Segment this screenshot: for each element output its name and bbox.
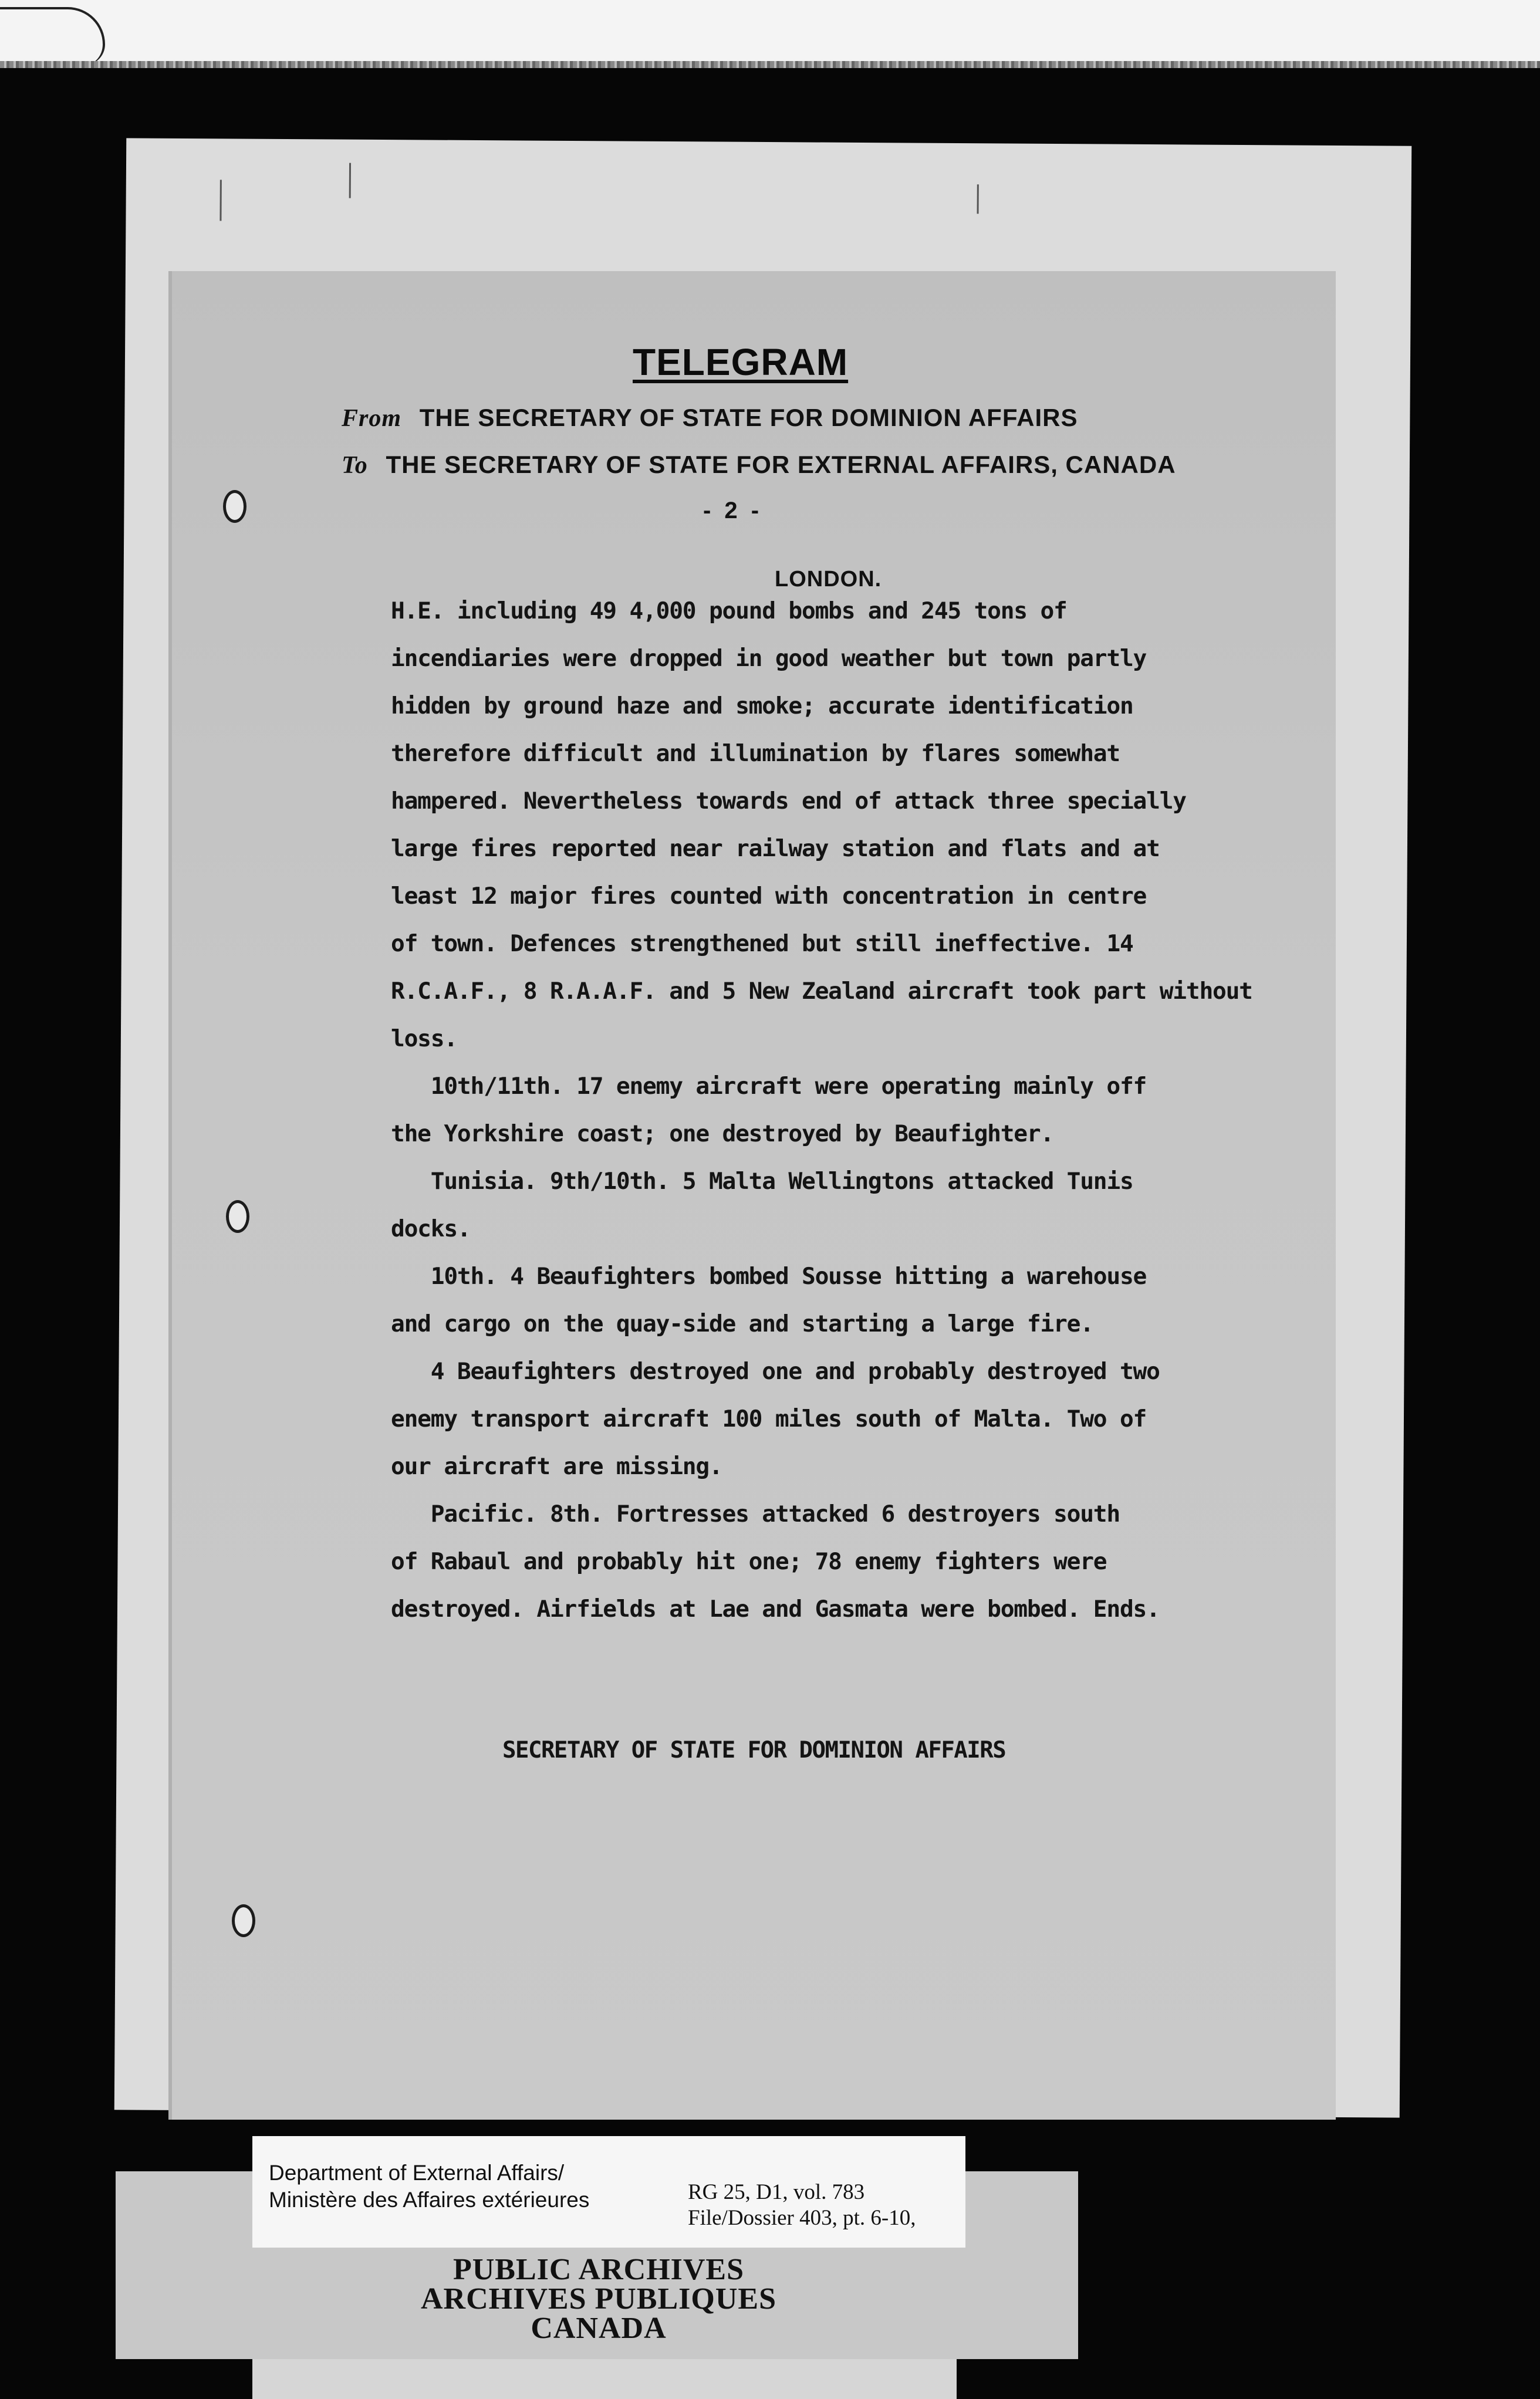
body-line: H.E. including 49 4,000 pound bombs and 245 tons of: [391, 597, 1067, 624]
body-line: 10th/11th. 17 enemy aircraft were operating mainly off: [391, 1073, 1147, 1100]
page-number: - 2 -: [703, 498, 763, 523]
body-line: of Rabaul and probably hit one; 78 enemy fighters were: [391, 1548, 1107, 1575]
department-english: Department of External Affairs/: [269, 2161, 565, 2185]
body-line: Pacific. 8th. Fortresses attacked 6 destroyers south: [391, 1501, 1120, 1528]
place-of-origin: LONDON.: [775, 567, 882, 592]
body-line: 4 Beaufighters destroyed one and probably destroyed two: [391, 1358, 1160, 1385]
body-line: hidden by ground haze and smoke; accurate identification: [391, 692, 1133, 719]
from-text: THE SECRETARY OF STATE FOR DOMINION AFFAIRS: [419, 404, 1078, 431]
body-line: large fires reported near railway station and flats and at: [391, 835, 1160, 862]
to-label: To: [342, 452, 368, 479]
telegram-title: TELEGRAM: [633, 341, 849, 383]
from-line: [342, 404, 1078, 433]
pencil-mark: [977, 184, 979, 214]
archives-stamp-line3: CANADA: [531, 2312, 667, 2345]
body-line: R.C.A.F., 8 R.A.A.F. and 5 New Zealand aircraft took part without: [391, 978, 1252, 1005]
body-line: therefore difficult and illumination by flares somewhat: [391, 740, 1120, 767]
microfilm-top-strip: [0, 0, 1540, 65]
body-line: the Yorkshire coast; one destroyed by Beaufighter.: [391, 1120, 1054, 1147]
from-label: From: [342, 405, 402, 432]
paper-curl-mark: [0, 7, 105, 65]
body-line: hampered. Nevertheless towards end of attack three specially: [391, 788, 1186, 815]
body-line: destroyed. Airfields at Lae and Gasmata were bombed. Ends.: [391, 1596, 1160, 1623]
signoff: SECRETARY OF STATE FOR DOMINION AFFAIRS: [502, 1737, 1006, 1763]
file-dossier-ref: File/Dossier 403, pt. 6-10,: [688, 2206, 916, 2230]
punch-hole: [232, 1904, 255, 1937]
archives-stamp-line2: ARCHIVES PUBLIQUES: [420, 2282, 777, 2316]
body-line: Tunisia. 9th/10th. 5 Malta Wellingtons attacked Tunis: [391, 1168, 1133, 1195]
body-line: our aircraft are missing.: [391, 1453, 722, 1480]
record-group-ref: RG 25, D1, vol. 783: [688, 2180, 865, 2204]
punch-hole: [226, 1200, 249, 1233]
body-line: docks.: [391, 1215, 471, 1242]
telegram-sheet: [172, 271, 1336, 2120]
to-line: [342, 451, 1176, 479]
body-line: incendiaries were dropped in good weather but town partly: [391, 645, 1147, 672]
body-line: loss.: [391, 1025, 457, 1052]
pencil-mark: [349, 163, 351, 198]
body-line: enemy transport aircraft 100 miles south of Malta. Two of: [391, 1405, 1147, 1432]
archives-stamp-line1: PUBLIC ARCHIVES: [452, 2253, 745, 2286]
punch-hole: [223, 490, 246, 523]
body-line: least 12 major fires counted with concentration in centre: [391, 883, 1147, 910]
bottom-film-strip: [252, 2359, 957, 2399]
to-text: THE SECRETARY OF STATE FOR EXTERNAL AFFAIRS, CANADA: [386, 451, 1176, 478]
department-french: Ministère des Affaires extérieures: [269, 2188, 590, 2212]
body-line: 10th. 4 Beaufighters bombed Sousse hitting a warehouse: [391, 1263, 1147, 1290]
body-line: and cargo on the quay-side and starting a large fire.: [391, 1310, 1093, 1337]
film-edge: [0, 61, 1540, 68]
body-line: of town. Defences strengthened but still ineffective. 14: [391, 930, 1133, 957]
pencil-mark: [219, 180, 221, 221]
